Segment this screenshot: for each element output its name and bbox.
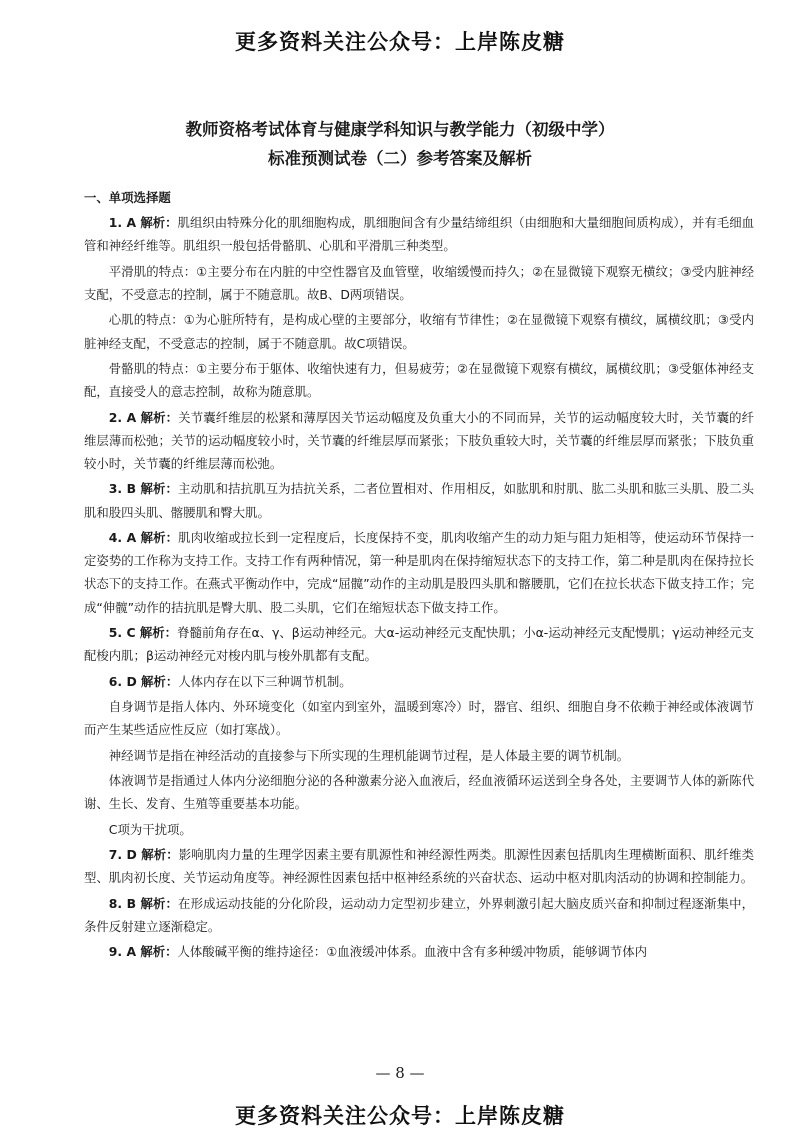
page-number: — 8 — xyxy=(375,1064,425,1082)
answer-item xyxy=(84,892,754,938)
top-promo-banner: 更多资料关注公众号：上岸陈皮糖 xyxy=(235,30,565,54)
answer-item xyxy=(84,211,754,257)
answer-item xyxy=(84,621,754,667)
answer-text: 神经调节是指在神经活动的直接参与下所实现的生理机能调节过程，是人体最主要的调节机制。 xyxy=(108,747,630,763)
section-heading: 一、单项选择题 xyxy=(84,190,171,205)
answer-text: 关节囊纤维层的松紧和薄厚因关节运动幅度及负重大小的不同而异，关节的运动幅度较大时，关节囊的纤维层薄而松弛；关节的运动幅度较小时，关节囊的纤维层厚而紧张；下肢负重较大时，关节囊的纤维层厚而紧张；下肢负重较小时，关节囊的纤维层薄而松弛。 xyxy=(84,409,755,471)
answer-text: 体液调节是指通过人体内分泌细胞分泌的各种激素分泌入血液后，经血液循环运送到全身各处，主要调节人体的新陈代谢、生长、发育、生殖等重要基本功能。 xyxy=(84,772,754,812)
answer-text: 肌组织由特殊分化的肌细胞构成，肌细胞间含有少量结缔组织（由细胞和大量细胞间质构成），并有毛细血管和神经纤维等。肌组织一般包括骨骼肌、心肌和平滑肌三种类型。 xyxy=(84,215,754,254)
answer-head: 9. A 解析： xyxy=(108,944,178,960)
answer-text: 平滑肌的特点：①主要分布在内脏的中空性器官及血管壁，收缩缓慢而持久；②在显微镜下观察无横纹；③受内脏神经支配，不受意志的控制，属于不随意肌。故B、D两项错误。 xyxy=(84,263,754,302)
answer-content xyxy=(84,186,754,963)
answer-head: 8. B 解析： xyxy=(108,895,179,911)
explanation-paragraph xyxy=(84,260,754,306)
answer-text: 在形成运动技能的分化阶段，运动动力定型初步建立，外界刺激引起大脑皮质兴奋和抑制过程逐渐集中，条件反射建立逐渐稳定。 xyxy=(84,895,755,934)
answer-item xyxy=(84,477,754,523)
answer-head: 3. B 解析： xyxy=(108,481,179,497)
answer-paragraphs xyxy=(84,211,754,963)
answer-item xyxy=(84,670,754,693)
answer-text: 肌肉收缩或拉长到一定程度后，长度保持不变，肌肉收缩产生的动力矩与阻力矩相等，使运动环节保持一定姿势的工作称为支持工作。支持工作有两种情况，第一种是肌肉在保持缩短状态下的支持工作，第二种是肌肉在保持拉长状态下的支持工作。在燕式平衡动作中，完成“屈髋”动作的主动肌是股四头肌和髂腰肌，它们在拉长状态下做支持工作；完成“伸髋”动作的拮抗肌是臀大肌、股二头肌，它们在缩短状态下做支持工作。 xyxy=(84,529,755,615)
answer-text: 骨骼肌的特点：①主要分布于躯体、收缩快速有力，但易疲劳；②在显微镜下观察有横纹，属横纹肌；③受躯体神经支配，直接受人的意志控制，故称为随意肌。 xyxy=(84,360,754,400)
explanation-paragraph xyxy=(84,769,754,815)
answer-text: 人体内存在以下三种调节机制。 xyxy=(178,673,352,689)
explanation-paragraph xyxy=(84,357,754,403)
answer-item xyxy=(84,843,754,889)
explanation-paragraph xyxy=(84,818,754,841)
answer-head: 7. D 解析： xyxy=(108,846,179,862)
answer-text: 自身调节是指人体内、外环境变化（如室内到室外，温暖到寒冷）时，器官、组织、细胞自身不依赖于神经或体液调节而产生某些适应性反应（如打寒战）。 xyxy=(84,698,754,738)
explanation-paragraph xyxy=(84,695,754,741)
answer-text: C项为干扰项。 xyxy=(108,821,192,837)
answer-text: 心肌的特点：①为心脏所特有，是构成心壁的主要部分，收缩有节律性；②在显微镜下观察有横纹，属横纹肌；③受内脏神经支配，不受意志的控制，属于不随意肌。故C项错误。 xyxy=(84,312,754,351)
answer-text: 脊髓前角存在α、γ、β运动神经元。大α-运动神经元支配快肌；小α-运动神经元支配慢肌；γ运动神经元支配梭内肌；β运动神经元对梭内肌与梭外肌都有支配。 xyxy=(84,624,754,664)
answer-head: 4. A 解析： xyxy=(108,529,179,545)
bottom-promo-banner: 更多资料关注公众号：上岸陈皮糖 xyxy=(235,1104,565,1128)
answer-head: 2. A 解析： xyxy=(108,409,179,425)
answer-text: 人体酸碱平衡的维持途径：①血液缓冲体系。血液中含有多种缓冲物质，能够调节体内 xyxy=(177,944,648,960)
explanation-paragraph xyxy=(84,744,754,767)
answer-item xyxy=(84,406,754,476)
answer-item xyxy=(84,526,754,619)
answer-text: 影响肌肉力量的生理学因素主要有肌源性和神经源性两类。肌源性因素包括肌肉生理横断面积、肌纤维类型、肌肉初长度、关节运动角度等。神经源性因素包括中枢神经系统的兴奋状态、运动中枢对肌肉活动的协调和控制能力。 xyxy=(84,846,754,886)
document-title-line1: 教师资格考试体育与健康学科知识与教学能力（初级中学） xyxy=(185,120,615,139)
answer-head: 5. C 解析： xyxy=(108,624,178,640)
document-title-line2: 标准预测试卷（二）参考答案及解析 xyxy=(268,149,532,168)
answer-text: 主动肌和拮抗肌互为拮抗关系，二者位置相对、作用相反，如肱肌和肘肌、肱二头肌和肱三头肌、股二头肌和股四头肌、髂腰肌和臀大肌。 xyxy=(84,481,755,520)
answer-head: 1. A 解析： xyxy=(108,215,178,231)
answer-head: 6. D 解析： xyxy=(108,673,179,689)
explanation-paragraph xyxy=(84,308,754,354)
answer-item xyxy=(84,940,754,963)
